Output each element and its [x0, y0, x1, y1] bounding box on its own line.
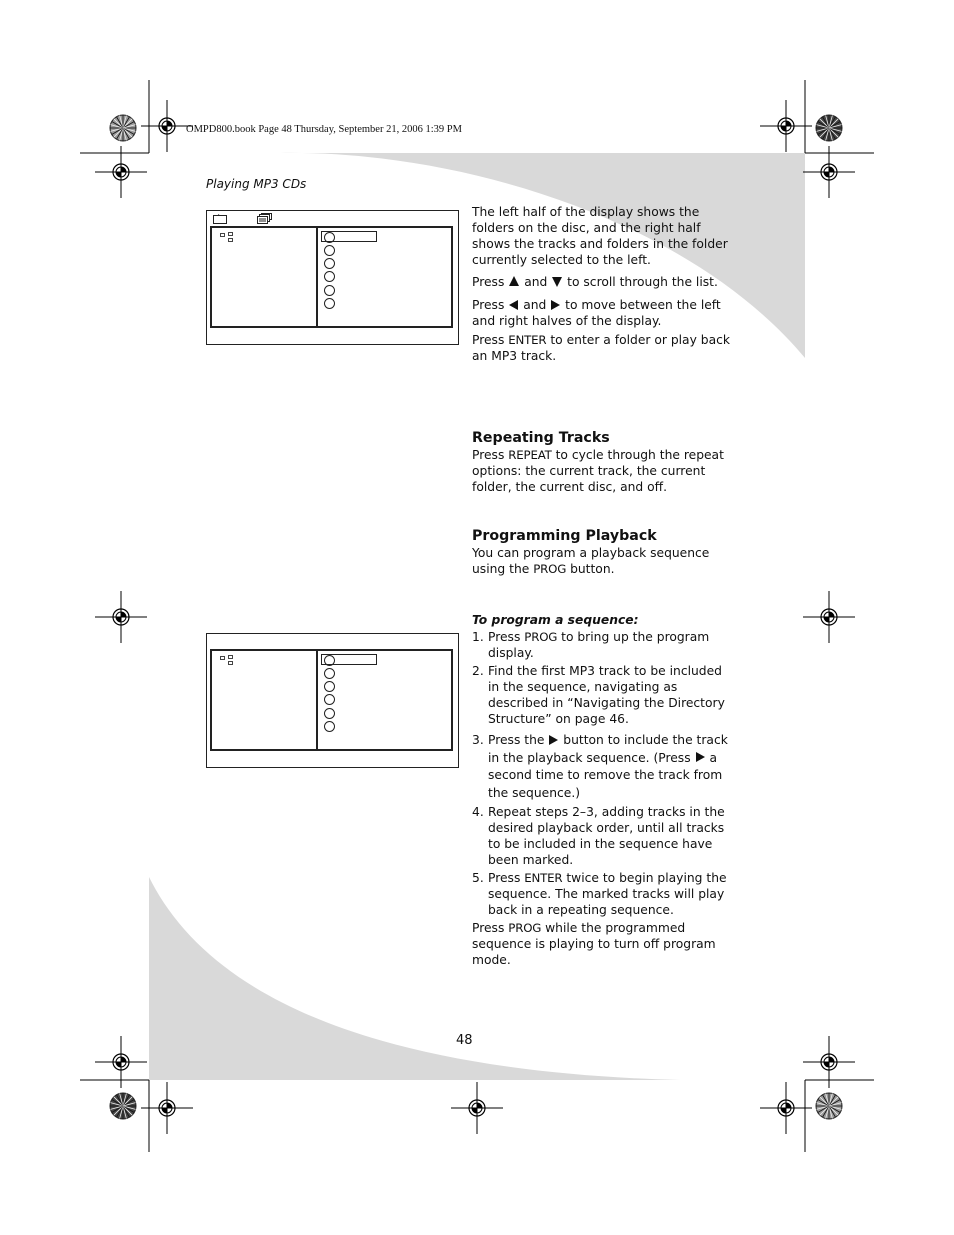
step-number: 2. — [472, 664, 484, 678]
registration-mark-icon — [760, 1082, 812, 1134]
track-icon — [324, 258, 335, 269]
programming-section — [472, 527, 734, 577]
text: and — [520, 275, 552, 289]
repeating-section — [472, 429, 734, 495]
procedure-steps — [472, 629, 734, 918]
step-item — [472, 629, 734, 661]
folder-tree-icon — [220, 232, 234, 242]
sunburst-target-icon — [816, 1093, 842, 1119]
step-item — [472, 804, 734, 868]
registration-mark-icon — [95, 591, 147, 643]
text: button. — [566, 562, 615, 576]
track-icon — [324, 668, 335, 679]
triangle-left-icon — [509, 300, 518, 310]
sunburst-target-icon — [110, 115, 136, 141]
text: You can program a playback sequence using the — [472, 546, 710, 576]
track-icon — [324, 655, 335, 666]
display-panel — [210, 649, 453, 751]
procedure-section — [472, 612, 734, 968]
mp3-display-diagram — [206, 210, 459, 345]
step-number: 4. — [472, 805, 484, 819]
program-display-diagram — [206, 633, 459, 768]
text: button to include the track in the playback sequence. (Press — [488, 733, 728, 765]
panel-divider — [316, 228, 318, 326]
track-icon — [324, 232, 335, 243]
stacked-tracks-icon — [257, 213, 272, 224]
sunburst-target-icon — [816, 115, 842, 141]
folder-tree-icon — [220, 655, 234, 665]
step-item — [472, 732, 734, 802]
text: to enter a folder or play back an MP3 track. — [472, 333, 730, 363]
text: Repeat steps 2–3, adding tracks in the desired playback order, until all tracks to be included in the sequence have been marked. — [488, 805, 725, 867]
text: while the programmed sequence is playing to turn off program mode. — [472, 921, 716, 967]
step-item — [472, 663, 734, 727]
prog-button-label: PROG — [524, 630, 558, 644]
enter-button-label: ENTER — [524, 871, 563, 885]
text: Find the first MP3 track to be included in the sequence, navigating as described in “Navigating the Directory Structure” on page 46. — [488, 664, 725, 726]
track-icon — [324, 721, 335, 732]
display-panel — [210, 226, 453, 328]
text: to scroll through the list. — [563, 275, 718, 289]
registration-mark-icon — [451, 1082, 503, 1134]
print-header: OMPD800.book Page 48 Thursday, September 21, 2006 1:39 PM — [186, 124, 462, 135]
repeating-heading: Repeating Tracks — [472, 430, 610, 446]
closing-text — [472, 920, 734, 968]
step-number: 3. — [472, 733, 484, 747]
track-icon — [324, 245, 335, 256]
programming-text — [472, 545, 734, 577]
triangle-down-icon — [552, 277, 562, 287]
text: to bring up the program display. — [488, 630, 710, 660]
track-icon — [324, 285, 335, 296]
triangle-right-icon — [696, 752, 705, 762]
move-instruction — [472, 297, 734, 329]
text: a second time to remove the track from the sequence.) — [488, 750, 723, 800]
repeat-button-label: REPEAT — [508, 448, 552, 462]
sunburst-target-icon — [110, 1093, 136, 1119]
prog-button-label: PROG — [533, 562, 567, 576]
text: twice to begin playing the sequence. The marked tracks will play back in a repeating sequence. — [488, 871, 727, 917]
step-number: 1. — [472, 630, 484, 644]
intro-paragraph: The left half of the display shows the folders on the disc, and the right half shows the tracks and folders in the folder currently selected to the left. — [472, 205, 728, 267]
track-icon — [324, 271, 335, 282]
text: Press the — [488, 733, 549, 747]
page-number: 48 — [456, 1033, 473, 1048]
text: Press — [472, 333, 509, 347]
folder-icon — [213, 214, 227, 224]
prog-button-label: PROG — [508, 921, 542, 935]
triangle-right-icon — [549, 735, 558, 745]
text: Press — [488, 871, 525, 885]
track-icon — [324, 681, 335, 692]
repeating-text — [472, 447, 734, 495]
triangle-right-icon — [551, 300, 560, 310]
text: and — [519, 298, 551, 312]
procedure-heading: To program a sequence: — [472, 613, 639, 627]
track-icon — [324, 708, 335, 719]
text: Press — [472, 275, 509, 289]
text: Press — [472, 448, 509, 462]
registration-mark-icon — [95, 146, 147, 198]
track-icon — [324, 298, 335, 309]
enter-instruction — [472, 332, 734, 364]
section-label: Playing MP3 CDs — [206, 177, 307, 191]
step-number: 5. — [472, 871, 484, 885]
scroll-instruction — [472, 274, 734, 290]
registration-mark-icon — [760, 100, 812, 152]
step-item — [472, 870, 734, 918]
programming-heading: Programming Playback — [472, 528, 657, 544]
track-icon — [324, 694, 335, 705]
text: Press — [488, 630, 525, 644]
enter-button-label: ENTER — [508, 333, 547, 347]
triangle-up-icon — [509, 276, 519, 286]
registration-mark-icon — [803, 591, 855, 643]
text: Press — [472, 298, 509, 312]
text: to cycle through the repeat options: the current track, the current folder, the current disc, and off. — [472, 448, 724, 494]
intro-text — [472, 204, 734, 364]
text: Press — [472, 921, 509, 935]
panel-divider — [316, 651, 318, 749]
text: to move between the left and right halves of the display. — [472, 298, 721, 328]
registration-mark-icon — [803, 146, 855, 198]
